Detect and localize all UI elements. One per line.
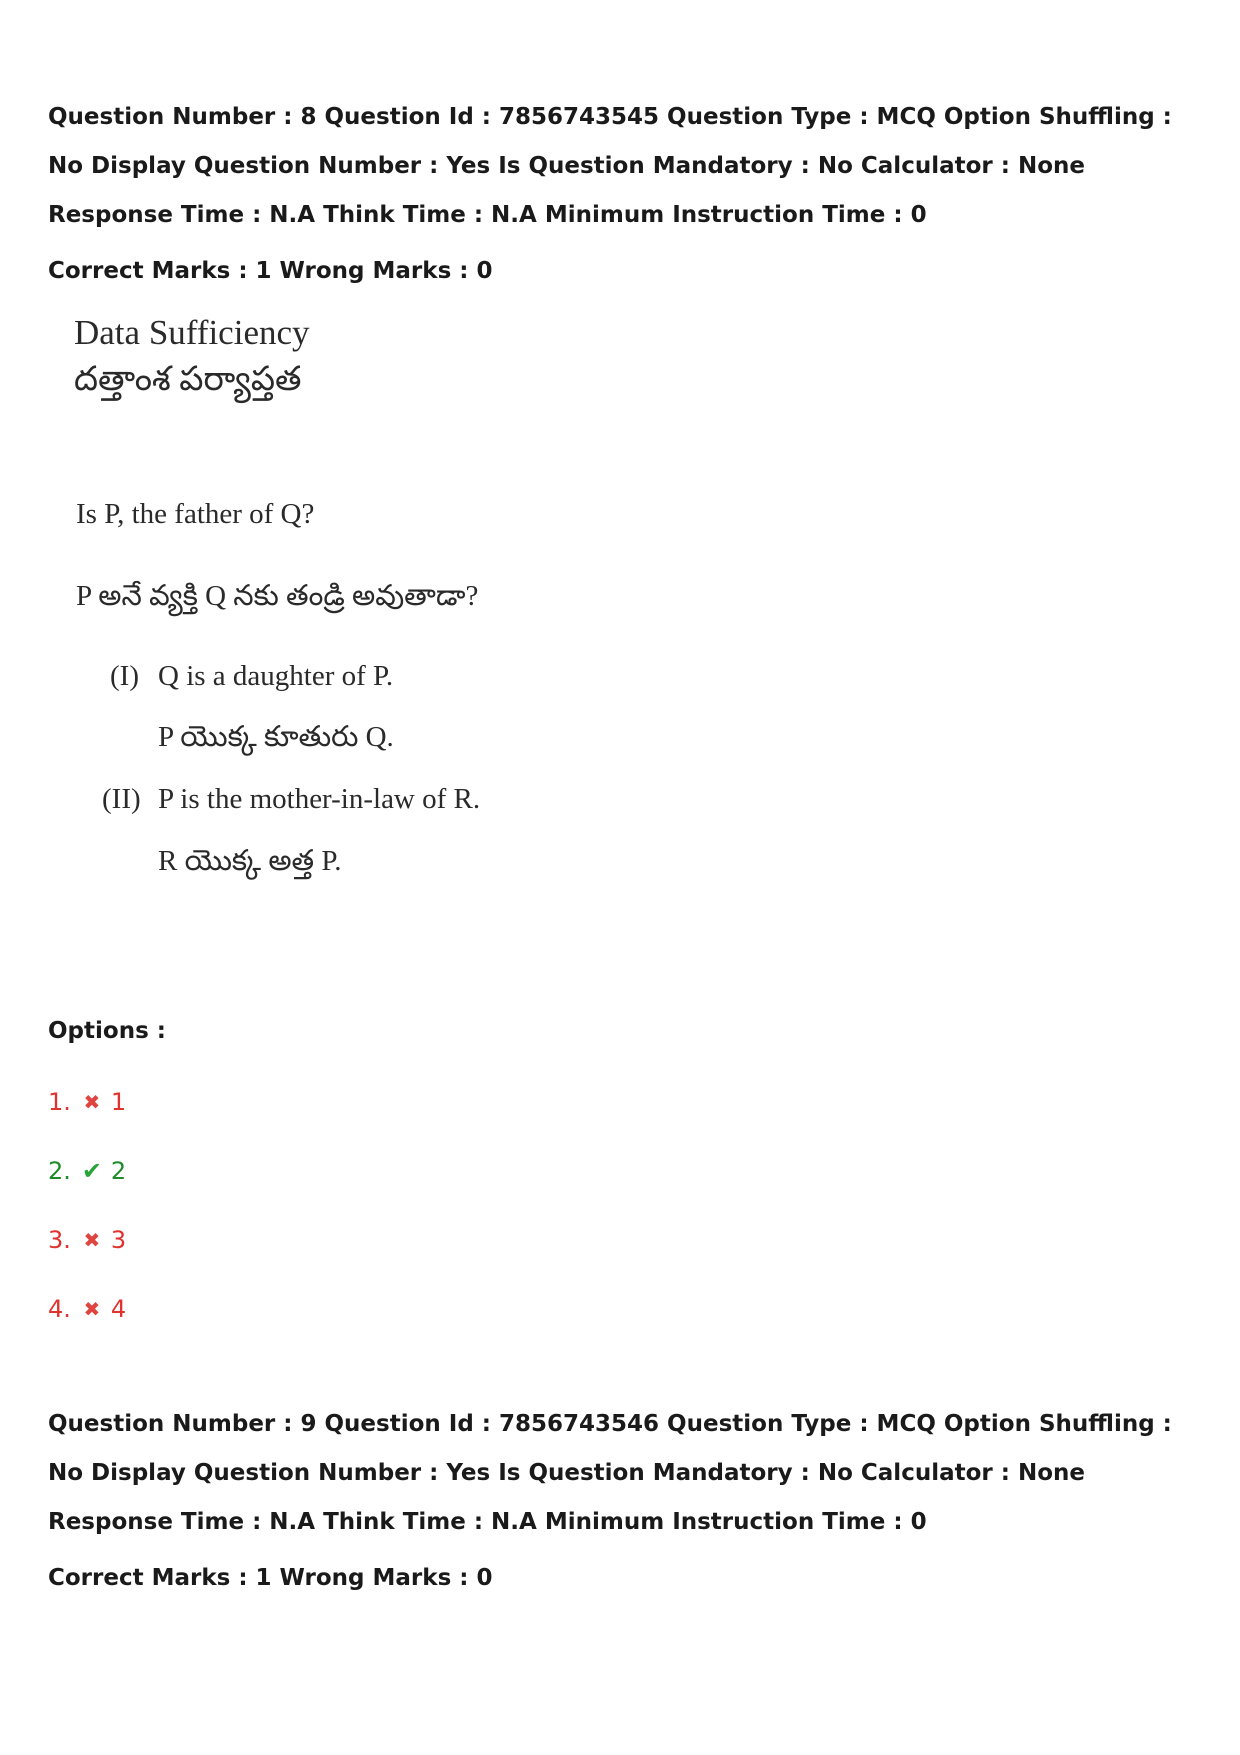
cross-icon: ✖ xyxy=(83,1090,101,1114)
statement-2-te: R యొక్క అత్త P. xyxy=(158,845,342,877)
q8-marks: Correct Marks : 1 Wrong Marks : 0 xyxy=(48,258,493,284)
option-4 xyxy=(48,1295,126,1323)
question-image xyxy=(70,305,570,905)
option-text: 1 xyxy=(110,1088,127,1116)
option-number: 3. xyxy=(48,1226,71,1254)
statement-1-te: P యొక్క కూతురు Q. xyxy=(158,721,394,753)
option-1 xyxy=(48,1088,126,1116)
q9-marks: Correct Marks : 1 Wrong Marks : 0 xyxy=(48,1565,493,1591)
option-number: 4. xyxy=(48,1295,71,1323)
statement-1-en: Q is a daughter of P. xyxy=(158,660,394,692)
heading-te: దత్తాంశ పర్యాప్తత xyxy=(74,361,302,398)
question-en: Is P, the father of Q? xyxy=(76,498,315,530)
cross-icon: ✖ xyxy=(83,1228,101,1252)
q9-meta: Question Number : 9 Question Id : 7856743546 Question Type : MCQ Option Shuffling : No Display Question Number : Yes Is Question Mandatory : No Calculator : None Response Time : N.A Think Time : N.A Minimum Instruction Time : 0 xyxy=(48,1411,1172,1535)
options-label: Options : xyxy=(48,1018,166,1044)
option-number: 2. xyxy=(48,1157,71,1185)
heading-en: Data Sufficiency xyxy=(74,313,310,352)
statement-2-en: P is the mother-in-law of R. xyxy=(158,783,481,815)
option-number: 1. xyxy=(48,1088,71,1116)
question-te: P అనే వ్యక్తి Q నకు తండ్రి అవుతాడా? xyxy=(76,580,479,612)
statement-1-number: (I) xyxy=(110,660,139,692)
option-text: 3 xyxy=(110,1226,127,1254)
option-text: 4 xyxy=(110,1295,127,1323)
cross-icon: ✖ xyxy=(83,1297,101,1321)
option-2 xyxy=(48,1157,126,1185)
check-icon: ✔ xyxy=(81,1157,102,1185)
q8-meta: Question Number : 8 Question Id : 7856743545 Question Type : MCQ Option Shuffling : No Display Question Number : Yes Is Question Mandatory : No Calculator : None Response Time : N.A Think Time : N.A Minimum Instruction Time : 0 xyxy=(48,104,1172,228)
option-text: 2 xyxy=(110,1157,127,1185)
statement-2-number: (II) xyxy=(102,783,141,815)
option-3 xyxy=(48,1226,126,1254)
